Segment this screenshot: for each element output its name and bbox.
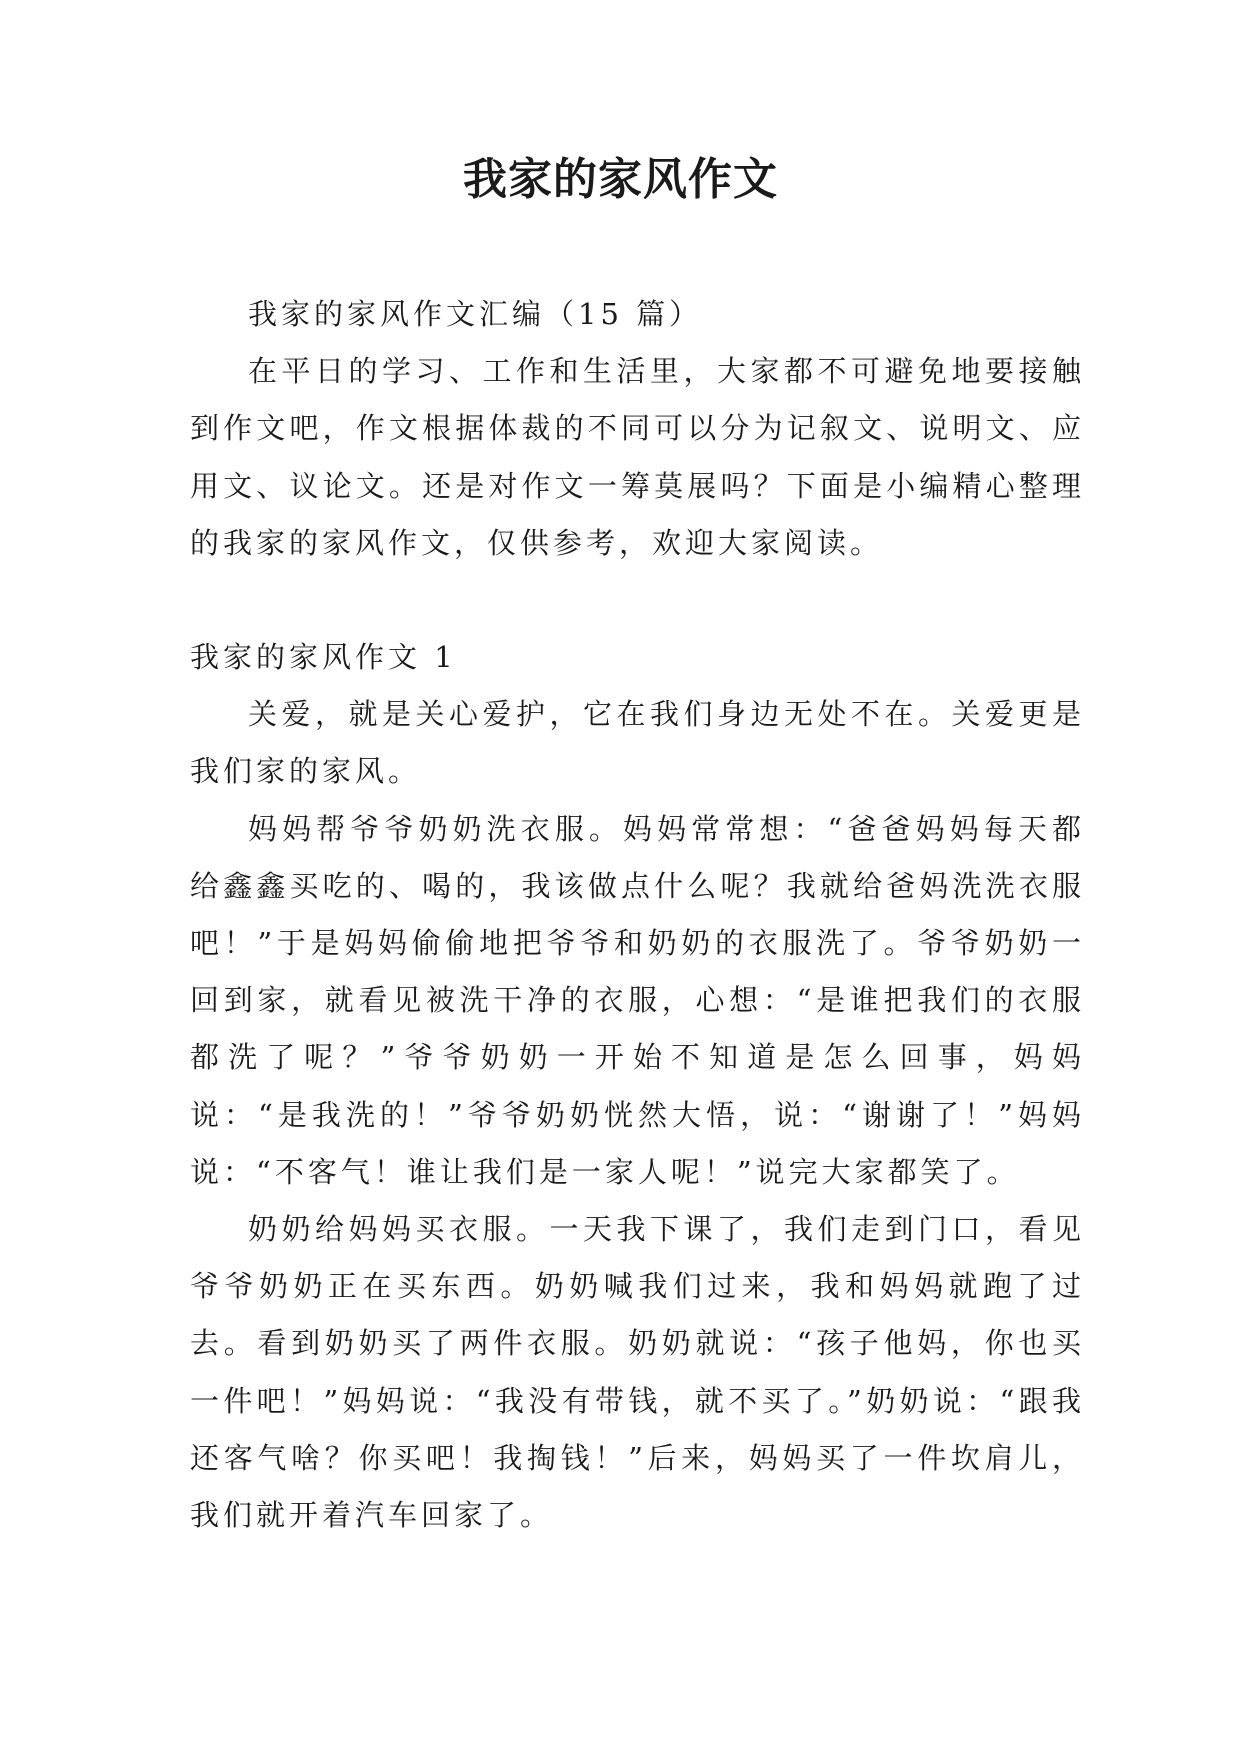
body-paragraph-3: 奶奶给妈妈买衣服。一天我下课了，我们走到门口，看见爷爷奶奶正在买东西。奶奶喊我们过来，我和妈妈就跑了过去。看到奶奶买了两件衣服。奶奶就说：“孩子他妈，你也买一件吧！”妈妈说：“我没有带钱，就不买了。”奶奶说：“跟我还客气啥？你买吧！我掏钱！”后来，妈妈买了一件坎肩儿，我们就开着汽车回家了。 [190, 1212, 1085, 1533]
body-paragraph-1: 关爱，就是关心爱护，它在我们身边无处不在。关爱更是我们家的家风。 [190, 697, 1085, 789]
document-body [190, 286, 1085, 1544]
intro-line: 我家的家风作文汇编（15 篇） [248, 297, 703, 331]
intro-paragraph: 在平日的学习、工作和生活里，大家都不可避免地要接触到作文吧，作文根据体裁的不同可以分为记叙文、说明文、应用文、议论文。还是对作文一筹莫展吗？下面是小编精心整理的我家的家风作文，仅供参考，欢迎大家阅读。 [190, 354, 1085, 560]
section-heading: 我家的家风作文 1 [190, 640, 457, 675]
document-title: 我家的家风作文 [463, 154, 778, 205]
body-paragraph-2: 妈妈帮爷爷奶奶洗衣服。妈妈常常想：“爸爸妈妈每天都给鑫鑫买吃的、喝的，我该做点什么呢？我就给爸妈洗洗衣服吧！”于是妈妈偷偷地把爷爷和奶奶的衣服洗了。爷爷奶奶一回到家，就看见被洗干净的衣服，心想：“是谁把我们的衣服都洗了呢？”爷爷奶奶一开始不知道是怎么回事，妈妈说：“是我洗的！”爷爷奶奶恍然大悟，说：“谢谢了！”妈妈说：“不客气！谁让我们是一家人呢！”说完大家都笑了。 [190, 811, 1085, 1189]
paragraph-spacer [190, 572, 1085, 629]
